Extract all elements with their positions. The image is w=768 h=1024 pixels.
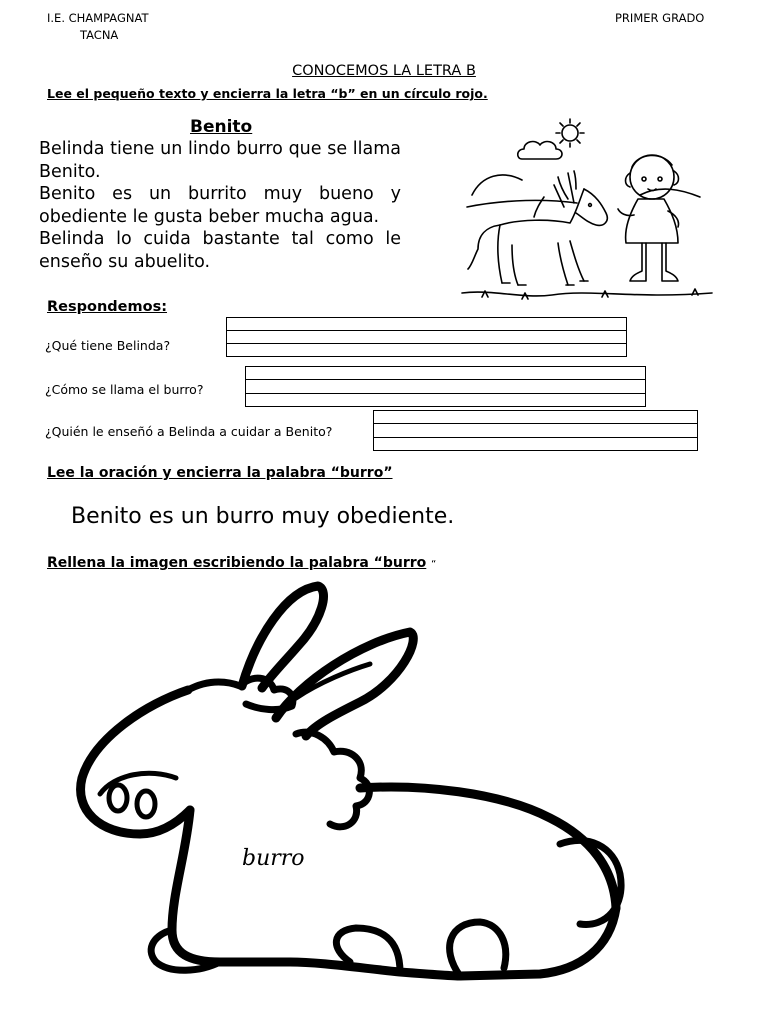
story-paragraph: Benito es un burrito muy bueno y obediente le gusta beber mucha agua. bbox=[39, 184, 401, 227]
school-city: TACNA bbox=[80, 28, 119, 42]
worksheet-title: CONOCEMOS LA LETRA B bbox=[292, 63, 476, 79]
answer-line[interactable] bbox=[374, 438, 697, 450]
questions-heading: Respondemos: bbox=[47, 299, 168, 315]
story-title: Benito bbox=[190, 117, 253, 137]
instruction-fill-text: Rellena la imagen escribiendo la palabra “burro bbox=[47, 555, 427, 571]
instruction-read-text: Lee el pequeño texto y encierra la letra “b” en un círculo rojo. bbox=[47, 86, 488, 101]
instruction-trailing-mark: “ bbox=[431, 559, 437, 570]
instruction-circle-word: Lee la oración y encierra la palabra “burro” bbox=[47, 465, 393, 481]
answer-line[interactable] bbox=[246, 394, 645, 406]
question-1: ¿Qué tiene Belinda? bbox=[45, 338, 171, 353]
school-name: I.E. CHAMPAGNAT bbox=[47, 11, 149, 25]
instruction-fill-image bbox=[47, 555, 436, 571]
answer-lines-2[interactable] bbox=[245, 366, 646, 407]
answer-lines-3[interactable] bbox=[373, 410, 698, 451]
answer-line[interactable] bbox=[227, 318, 626, 331]
cloud-icon bbox=[518, 142, 562, 159]
story-paragraph: Belinda tiene un lindo burro que se llama Benito. bbox=[39, 139, 401, 182]
story-text bbox=[39, 138, 401, 273]
answer-line[interactable] bbox=[246, 380, 645, 393]
sun-icon bbox=[556, 119, 584, 147]
answer-line[interactable] bbox=[374, 424, 697, 437]
girl-drawing bbox=[618, 155, 679, 281]
donkey-outline-drawing bbox=[60, 578, 640, 998]
story-paragraph: Belinda lo cuida bastante tal como le enseño su abuelito. bbox=[39, 229, 401, 272]
grade-label: PRIMER GRADO bbox=[615, 11, 705, 25]
answer-line[interactable] bbox=[374, 411, 697, 424]
burro-handwritten-word: burro bbox=[242, 846, 305, 871]
answer-line[interactable] bbox=[246, 367, 645, 380]
answer-lines-1[interactable] bbox=[226, 317, 627, 357]
answer-line[interactable] bbox=[227, 331, 626, 344]
question-3: ¿Quién le enseñó a Belinda a cuidar a Benito? bbox=[45, 424, 333, 439]
answer-line[interactable] bbox=[227, 344, 626, 356]
question-2: ¿Cómo se llama el burro? bbox=[45, 382, 204, 397]
donkey-drawing bbox=[468, 171, 607, 285]
example-sentence: Benito es un burro muy obediente. bbox=[71, 504, 455, 529]
girl-and-donkey-illustration bbox=[462, 115, 718, 305]
